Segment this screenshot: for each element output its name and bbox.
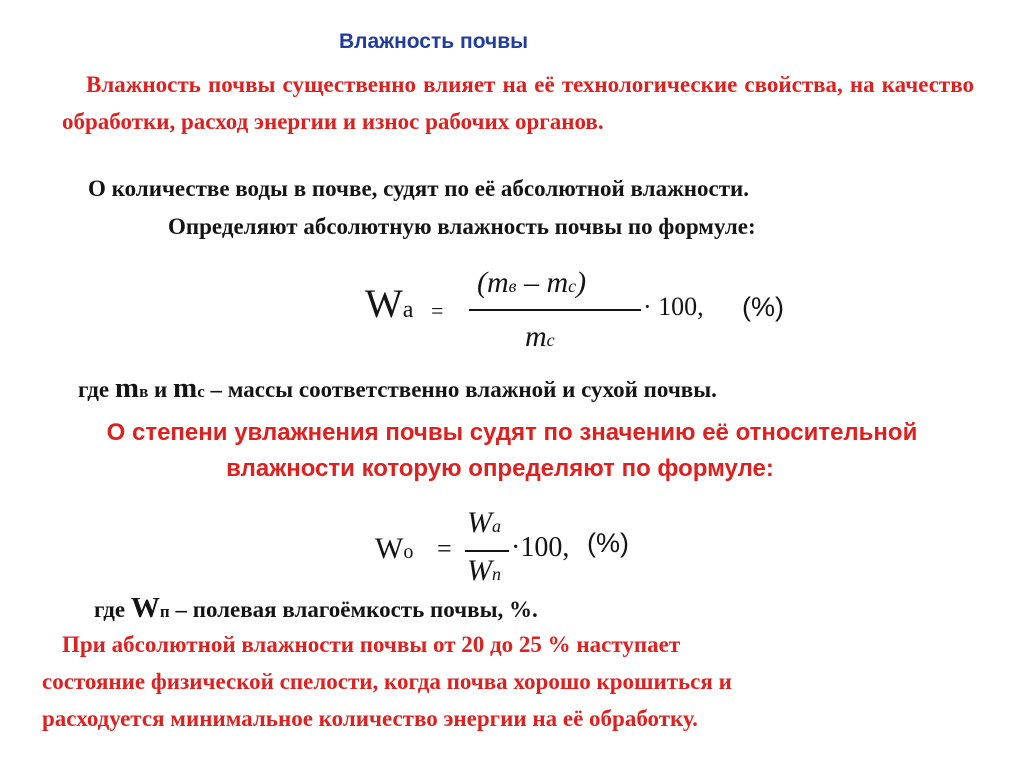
formula-lhs: Wa xyxy=(365,281,414,326)
formula-rel-unit: (%) xyxy=(587,528,629,558)
rel-fraction-bar xyxy=(465,550,509,552)
relative-line-1: О степени увлажнения почвы судят по значению её относительной xyxy=(106,419,918,446)
formula-rel-numerator: Wa xyxy=(467,506,501,539)
fraction-bar xyxy=(469,309,641,311)
absolute-humidity-line: О количестве воды в почве, судят по её абсолютной влажности. xyxy=(88,176,750,201)
formula-equals: = xyxy=(431,298,444,323)
formula-rel-lhs: Wо xyxy=(375,532,414,565)
formula-rel-denominator: Wn xyxy=(467,554,501,587)
formula-rel-equals: = xyxy=(437,534,452,563)
intro-paragraph: Влажность почвы существенно влияет на её технологические свойства, на качество обработки, расход энергии и износ рабочих органов. xyxy=(62,72,974,134)
formula-numerator: (mв – mс) xyxy=(477,266,587,299)
final-line-2: состояние физической спелости, когда почва хорошо крошиться и xyxy=(42,669,732,694)
final-line-3: расходуется минимальное количество энергии на её обработку. xyxy=(42,706,698,731)
relative-humidity-formula xyxy=(375,506,675,598)
formula-intro-line: Определяют абсолютную влажность почвы по формуле: xyxy=(168,214,756,239)
where-masses-line: где mв и mс – массы соответственно влажной и сухой почвы. xyxy=(78,372,717,404)
final-line-1: При абсолютной влажности почвы от 20 до 25 % наступает xyxy=(62,632,681,657)
formula-denominator: mс xyxy=(525,320,555,353)
absolute-humidity-formula xyxy=(365,262,805,362)
formula-multiplier: · 100, xyxy=(643,292,704,321)
slide-title: Влажность почвы xyxy=(339,30,529,53)
where-capacity-line: где Wп – полевая влагоёмкость почвы, %. xyxy=(94,592,538,624)
relative-line-2: влажности которую определяют по формуле: xyxy=(226,455,774,482)
formula-unit: (%) xyxy=(742,292,784,322)
formula-rel-multiplier: ·100, xyxy=(511,532,570,563)
